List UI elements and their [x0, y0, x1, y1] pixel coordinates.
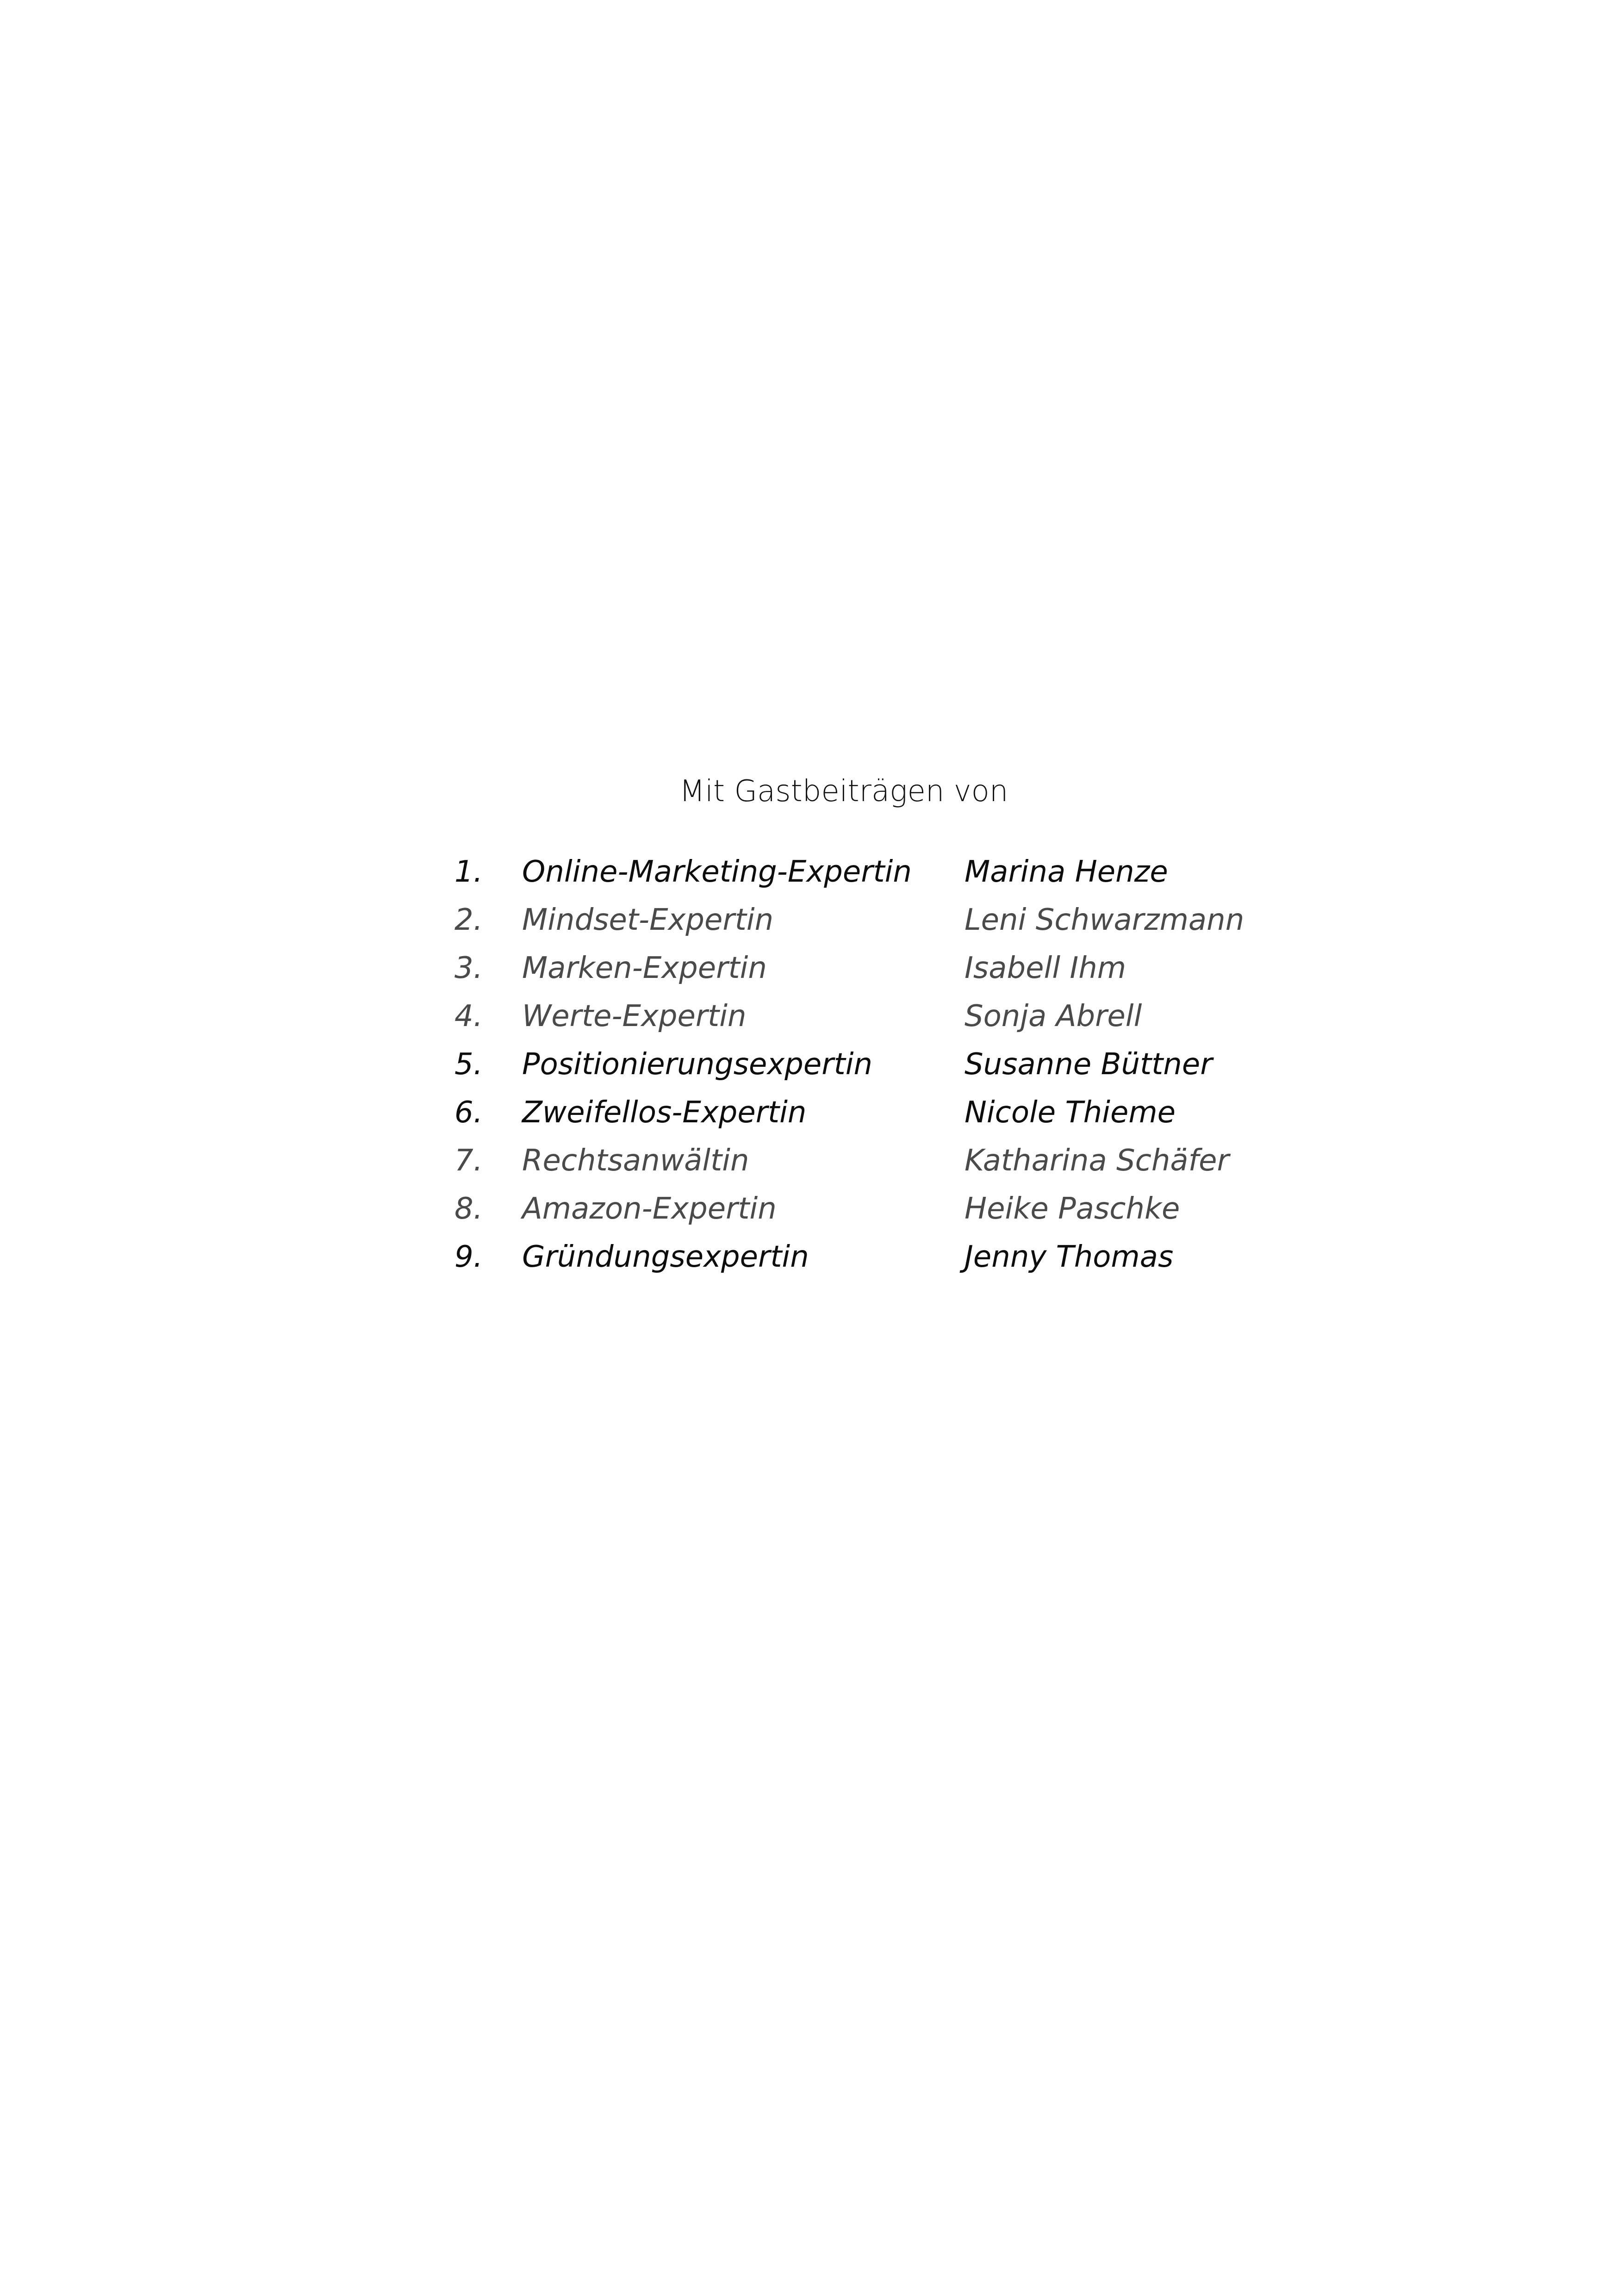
contributor-name: Susanne Büttner	[965, 1047, 1213, 1082]
contributor-role: Mindset-Expertin	[522, 903, 774, 937]
contributor-role: Gründungsexpertin	[522, 1240, 809, 1274]
contributor-number: 4.	[454, 999, 483, 1033]
contributor-role: Online-Marketing-Expertin	[522, 855, 912, 889]
contributor-name: Heike Paschke	[965, 1192, 1180, 1226]
contributor-row	[0, 992, 1618, 1040]
contributor-name: Isabell Ihm	[965, 951, 1126, 985]
contributor-role: Werte-Expertin	[522, 999, 747, 1033]
contributor-name: Jenny Thomas	[965, 1240, 1174, 1274]
contributor-row	[0, 1137, 1618, 1185]
contributor-role: Positionierungsexpertin	[522, 1047, 873, 1082]
contributor-number: 7.	[454, 1144, 483, 1178]
contributor-row	[0, 1185, 1618, 1233]
contributor-number: 8.	[454, 1192, 483, 1226]
contributor-number: 1.	[454, 855, 483, 889]
contributor-role: Zweifellos-Expertin	[522, 1095, 807, 1130]
contributor-name: Katharina Schäfer	[965, 1144, 1229, 1178]
contributor-row	[0, 1233, 1618, 1281]
contributor-row	[0, 1089, 1618, 1137]
contributor-number: 5.	[454, 1047, 483, 1082]
contributor-role: Rechtsanwältin	[522, 1144, 749, 1178]
contributor-name: Nicole Thieme	[965, 1095, 1176, 1130]
contributor-number: 9.	[454, 1240, 483, 1274]
page-heading: Mit Gastbeiträgen von	[679, 774, 1008, 809]
contributor-role: Marken-Expertin	[522, 951, 767, 985]
contributor-number: 3.	[454, 951, 483, 985]
contributor-row	[0, 896, 1618, 944]
contributor-name: Marina Henze	[965, 855, 1168, 889]
contributor-row	[0, 944, 1618, 992]
contributor-number: 6.	[454, 1095, 483, 1130]
contributor-role: Amazon-Expertin	[522, 1192, 777, 1226]
contributor-number: 2.	[454, 903, 483, 937]
contributor-name: Sonja Abrell	[965, 999, 1142, 1033]
contributor-name: Leni Schwarzmann	[965, 903, 1245, 937]
contributor-row	[0, 1040, 1618, 1089]
contributor-row	[0, 848, 1618, 896]
